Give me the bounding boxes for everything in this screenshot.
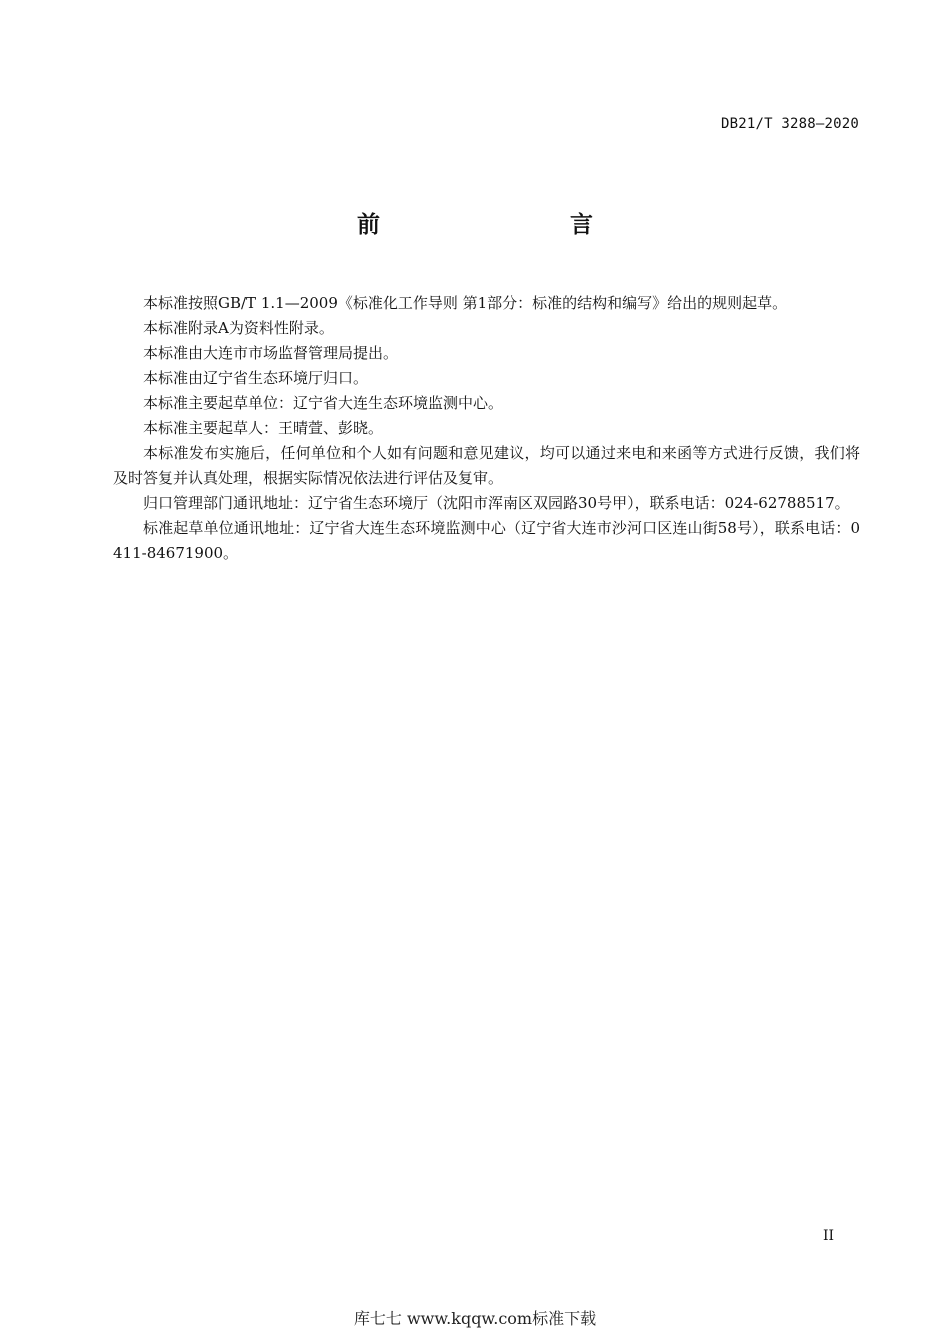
foreword-body (113, 291, 860, 566)
paragraph-drafting-rules: 本标准按照GB/T 1.1—2009《标准化工作导则 第1部分：标准的结构和编写》给出的规则起草。 (143, 294, 788, 312)
footer-watermark: 库七七 www.kqqw.com标准下载 (353, 1309, 597, 1328)
page-title: 前 言 (357, 212, 641, 238)
paragraph-proposer: 本标准由大连市市场监督管理局提出。 (143, 344, 399, 362)
paragraph-drafters: 本标准主要起草人：王晴萱、彭晓。 (143, 419, 384, 437)
page-number: II (822, 1228, 834, 1244)
paragraph-appendix: 本标准附录A为资料性附录。 (143, 319, 334, 337)
paragraph-drafting-unit: 本标准主要起草单位：辽宁省大连生态环境监测中心。 (143, 394, 504, 412)
paragraph-centralized-by: 本标准由辽宁省生态环境厅归口。 (143, 369, 369, 387)
document-code: DB21/T 3288—2020 (720, 116, 859, 132)
paragraph-admin-address: 归口管理部门通讯地址：辽宁省生态环境厅（沈阳市浑南区双园路30号甲），联系电话：024-62788517。 (143, 494, 850, 512)
paragraph-feedback: 本标准发布实施后，任何单位和个人如有问题和意见建议，均可以通过来电和来函等方式进行反馈，我们将及时答复并认真处理，根据实际情况依法进行评估及复审。 (113, 444, 860, 487)
paragraph-drafter-address: 标准起草单位通讯地址：辽宁省大连生态环境监测中心（辽宁省大连市沙河口区连山街58号），联系电话：0411-84671900。 (113, 519, 860, 562)
